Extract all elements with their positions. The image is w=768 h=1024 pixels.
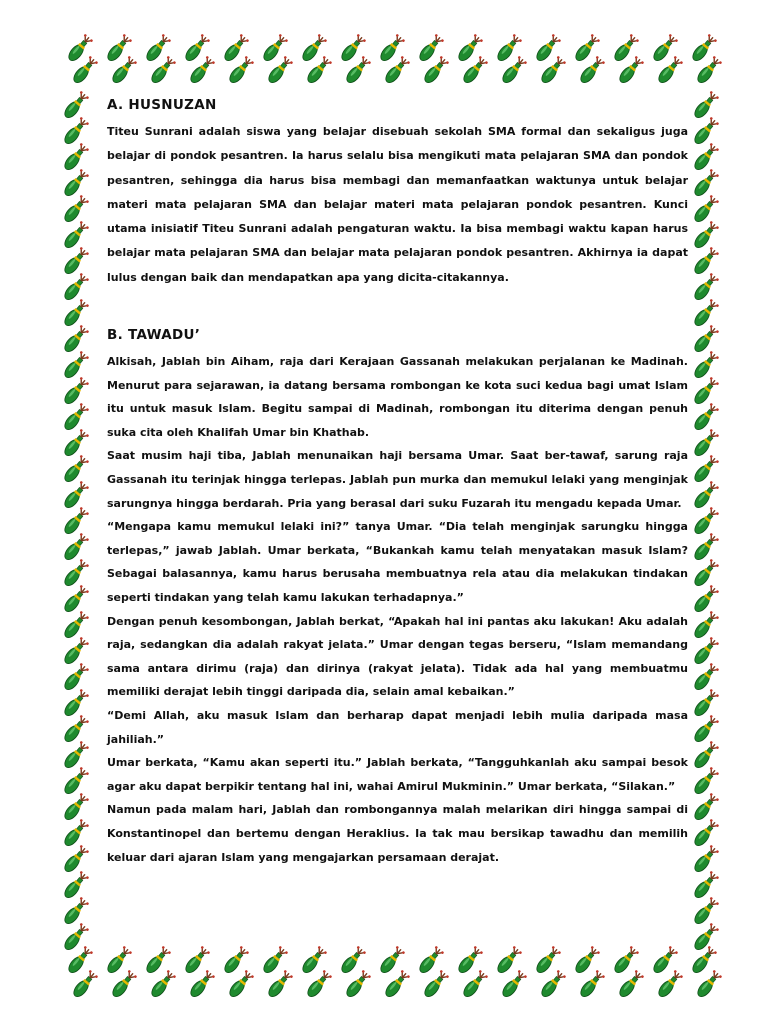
bottle-icon — [692, 559, 719, 589]
bottle-icon — [62, 117, 89, 147]
bottle-icon — [62, 559, 89, 589]
bottle-icon — [692, 923, 719, 953]
bottle-icon — [62, 195, 89, 225]
bottle-icon — [692, 247, 719, 277]
bottle-icon — [71, 970, 98, 1000]
bottle-icon — [692, 897, 719, 927]
bottle-icon — [383, 970, 410, 1000]
section-b-paragraph-5: “Demi Allah, aku masuk Islam dan berharap dapat menjadi lebih mulia daripada masa jahiliah.” — [107, 708, 688, 746]
bottle-icon — [62, 325, 89, 355]
bottle-icon — [692, 663, 719, 693]
bottle-icon — [110, 970, 137, 1000]
bottle-icon — [300, 34, 327, 64]
bottle-icon — [62, 715, 89, 745]
bottle-icon — [62, 455, 89, 485]
bottle-icon — [692, 585, 719, 615]
bottle-icon — [692, 377, 719, 407]
bottle-icon — [692, 871, 719, 901]
bottle-icon — [62, 273, 89, 303]
section-b-paragraph-7: Namun pada malam hari, Jablah dan rombongannya malah melarikan diri hingga sampai di Konstantinopel dan bertemu dengan Heraklius. Ia tak mau bersikap tawadhu dan memilih keluar dari ajaran Islam yang mengajarkan persamaan derajat. — [107, 803, 688, 864]
bottle-icon — [692, 507, 719, 537]
bottle-icon — [62, 169, 89, 199]
bottle-icon — [692, 325, 719, 355]
section-b-heading: B. TAWADU’ — [107, 327, 201, 344]
bottle-icon — [144, 34, 171, 64]
bottle-icon — [339, 34, 366, 64]
bottle-icon — [692, 403, 719, 433]
bottle-icon — [344, 970, 371, 1000]
bottle-icon — [534, 34, 561, 64]
bottle-icon — [227, 970, 254, 1000]
bottle-icon — [62, 611, 89, 641]
bottle-icon — [692, 169, 719, 199]
bottle-icon — [378, 34, 405, 64]
bottle-icon — [612, 34, 639, 64]
bottle-icon — [222, 34, 249, 64]
bottle-icon — [62, 897, 89, 927]
bottle-icon — [62, 845, 89, 875]
bottle-icon — [690, 34, 717, 64]
bottle-icon — [62, 91, 89, 121]
bottle-icon — [417, 34, 444, 64]
bottle-icon — [692, 481, 719, 511]
bottle-icon — [692, 429, 719, 459]
bottle-icon — [62, 533, 89, 563]
bottle-icon — [62, 403, 89, 433]
bottle-icon — [692, 221, 719, 251]
bottle-icon — [692, 351, 719, 381]
bottle-icon — [62, 507, 89, 537]
bottle-icon — [539, 970, 566, 1000]
bottle-icon — [692, 273, 719, 303]
bottle-icon — [66, 34, 93, 64]
bottle-icon — [62, 377, 89, 407]
section-b-paragraph-4: Dengan penuh kesombongan, Jablah berkat, “Apakah hal ini pantas aku lakukan! Aku adalah raja, sedangkan dia adalah rakyat jelata.” Umar dengan tegas berseru, “Islam memandang sama antara dirimu (raja) dan dirinya (rakyat jelata). Tidak ada hal yang membuatmu memiliki derajat lebih tinggi daripada dia, selain amal kebaikan.” — [107, 614, 688, 699]
bottle-icon — [305, 970, 332, 1000]
bottle-icon — [461, 970, 488, 1000]
bottle-icon — [495, 34, 522, 64]
bottle-icon — [692, 819, 719, 849]
bottle-icon — [692, 741, 719, 771]
bottle-icon — [656, 970, 683, 1000]
document-body — [107, 96, 688, 869]
bottle-icon — [62, 221, 89, 251]
bottle-icon — [651, 34, 678, 64]
bottle-icon — [692, 715, 719, 745]
bottle-icon — [456, 34, 483, 64]
bottle-icon — [62, 481, 89, 511]
bottle-icon — [62, 793, 89, 823]
bottle-icon — [62, 429, 89, 459]
bottle-icon — [573, 34, 600, 64]
bottle-icon — [692, 195, 719, 225]
bottle-icon — [578, 970, 605, 1000]
bottle-icon — [62, 689, 89, 719]
bottle-icon — [62, 247, 89, 277]
bottle-icon — [422, 970, 449, 1000]
bottle-icon — [692, 637, 719, 667]
bottle-icon — [692, 299, 719, 329]
bottle-icon — [692, 533, 719, 563]
bottle-icon — [692, 793, 719, 823]
bottle-icon — [261, 34, 288, 64]
bottle-icon — [692, 689, 719, 719]
bottle-icon — [149, 970, 176, 1000]
bottle-icon — [266, 970, 293, 1000]
section-b-paragraph-1: Alkisah, Jablah bin Aiham, raja dari Kerajaan Gassanah melakukan perjalanan ke Madinah. Menurut para sejarawan, ia datang bersama rombongan ke kota suci kedua bagi umat Islam itu untuk masuk Islam. Begitu sampai di Madinah, rombongan itu diterima dengan penuh suka cita oleh Khalifah Umar bin Khathab. — [107, 355, 688, 439]
bottle-icon — [183, 34, 210, 64]
bottle-icon — [62, 663, 89, 693]
bottle-icon — [692, 845, 719, 875]
bottle-icon — [62, 585, 89, 615]
bottle-icon — [62, 143, 89, 173]
bottle-icon — [692, 611, 719, 641]
bottle-icon — [692, 767, 719, 797]
bottle-icon — [62, 351, 89, 381]
bottle-icon — [62, 819, 89, 849]
bottle-icon — [62, 637, 89, 667]
section-b-paragraph-2: Saat musim haji tiba, Jablah menunaikan haji bersama Umar. Saat ber-tawaf, sarung raja Gassanah itu terinjak hingga terlepas. Jablah pun murka dan memukul lelaki yang menginjak sarungnya hingga berdarah. Pria yang berasal dari suku Fuzarah itu mengadu kepada Umar. — [107, 449, 688, 510]
bottle-icon — [188, 970, 215, 1000]
section-a-paragraph: Titeu Sunrani adalah siswa yang belajar disebuah sekolah SMA formal dan sekaligus juga belajar di pondok pesantren. Ia harus selalu bisa mengikuti mata pelajaran SMA dan pondok pesantren, sehingga dia harus bisa membagi dan memanfaatkan waktunya untuk belajar materi mata pelajaran SMA dan belajar materi mata pelajaran pondok pesantren. Kunci utama inisiatif Titeu Sunrani adalah pengaturan waktu. Ia bisa membagi waktu kapan harus belajar mata pelajaran SMA dan belajar mata pelajaran pondok pesantren. Akhirnya ia dapat lulus dengan baik dan mendapatkan apa yang dicita-citakannya. — [107, 125, 688, 284]
bottle-icon — [617, 970, 644, 1000]
bottle-icon — [62, 741, 89, 771]
bottle-icon — [62, 299, 89, 329]
bottle-icon — [500, 970, 527, 1000]
bottle-icon — [692, 117, 719, 147]
bottle-icon — [62, 767, 89, 797]
bottle-icon — [692, 143, 719, 173]
section-b-paragraph-6: Umar berkata, “Kamu akan seperti itu.” Jablah berkata, “Tangguhkanlah aku sampai besok agar aku dapat berpikir tentang hal ini, wahai Amirul Mukminin.” Umar berkata, “Silakan.” — [107, 756, 688, 793]
bottle-icon — [692, 455, 719, 485]
bottle-icon — [105, 34, 132, 64]
bottle-icon — [692, 91, 719, 121]
section-b-paragraph-3: “Mengapa kamu memukul lelaki ini?” tanya Umar. “Dia telah menginjak sarungku hingga terlepas,” jawab Jablah. Umar berkata, “Bukankah kamu telah menyatakan masuk Islam? Sebagai balasannya, kamu harus berusaha membuatnya rela atau dia melakukan tindakan seperti tindakan yang telah kamu lakukan terhadapnya.” — [107, 520, 688, 605]
section-a-heading: A. HUSNUZAN — [107, 97, 217, 113]
bottle-icon — [62, 871, 89, 901]
bottle-icon — [695, 970, 722, 1000]
